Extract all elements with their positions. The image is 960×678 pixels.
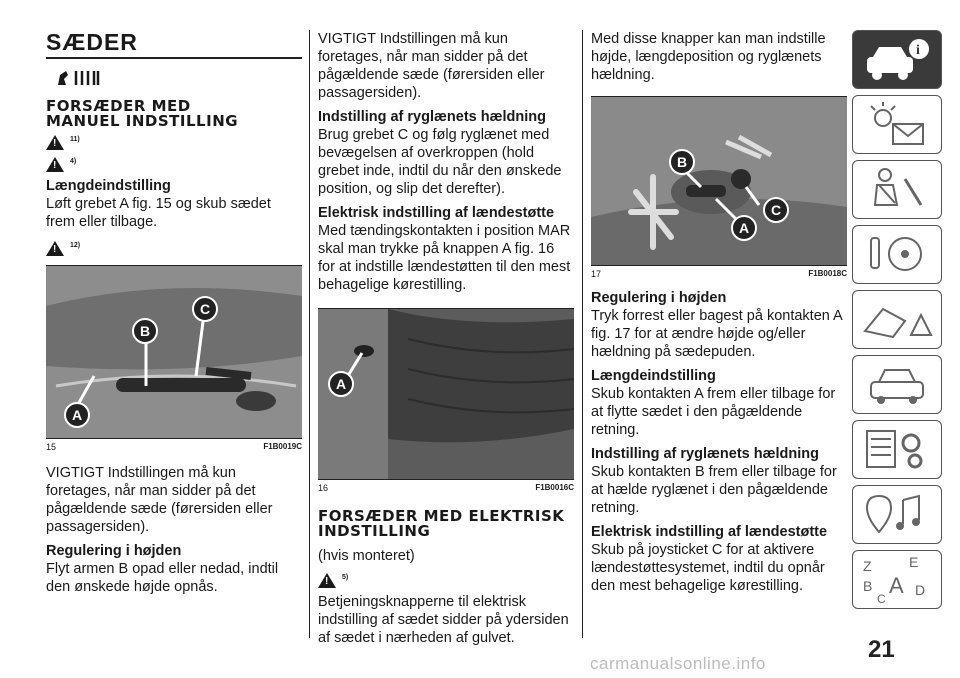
svg-text:i: i bbox=[916, 43, 920, 58]
specs-gear-icon bbox=[853, 421, 941, 478]
para-lumbar: Skub på joysticket C for at aktivere lændestøttesystemet, indtil du opnår den mest behagelige kørestilling. bbox=[591, 542, 825, 594]
heading-length: Længdeindstilling bbox=[591, 368, 716, 384]
warning-note: ! 5) bbox=[318, 571, 574, 589]
heading-lumbar: Elektrisk indstilling af lændestøtte bbox=[318, 205, 555, 221]
tab-safety[interactable] bbox=[852, 160, 942, 219]
heading-length: Længdeindstilling bbox=[46, 178, 171, 194]
warning-note-2: ! 4) bbox=[46, 155, 302, 173]
tab-emergency[interactable] bbox=[852, 290, 942, 349]
heading-backrest: Indstilling af ryglænets hældning bbox=[591, 446, 819, 462]
column-2 bbox=[318, 30, 574, 647]
tab-car-info[interactable] bbox=[852, 30, 942, 89]
tab-index[interactable] bbox=[852, 550, 942, 609]
para-buttons: Betjeningsknapperne til elektrisk indstilling af sædet sidder på ydersiden af sædet i nærheden af gulvet. bbox=[318, 594, 569, 646]
figure-15 bbox=[46, 265, 302, 439]
tab-starting-driving[interactable] bbox=[852, 225, 942, 284]
figure-caption: 17 F1B0018C bbox=[591, 269, 847, 279]
subsection-title: FORSÆDER MED MANUEL INDSTILLING bbox=[46, 97, 239, 130]
callout-c: C bbox=[192, 296, 218, 322]
svg-text:A: A bbox=[889, 573, 904, 598]
warning-icon bbox=[46, 241, 64, 256]
para-lumbar: Med tændingskontakten i position MAR skal man trykke på knappen A fig. 16 for at indstille lændestøtten til den mest behagelige kørestilling. bbox=[318, 223, 571, 293]
electric-controls-photo bbox=[591, 97, 847, 265]
svg-text:B: B bbox=[863, 578, 873, 594]
heading-height: Regulering i højden bbox=[591, 290, 727, 306]
para-important: VIGTIGT Indstillingen må kun foretages, når man sidder på det pågældende sæde (førersiden eller passagersiden). bbox=[46, 465, 273, 535]
column-divider bbox=[309, 30, 310, 638]
warning-icon bbox=[318, 573, 336, 588]
callout-b: B bbox=[132, 318, 158, 344]
column-divider bbox=[582, 30, 583, 638]
svg-text:Z: Z bbox=[863, 558, 872, 574]
heading-height: Regulering i højden bbox=[46, 543, 182, 559]
figure-caption: 16 F1B0016C bbox=[318, 483, 574, 493]
warning-icon bbox=[46, 135, 64, 150]
callout-a: A bbox=[64, 402, 90, 428]
warning-note-3: ! 12) bbox=[46, 239, 302, 257]
callout-b: B bbox=[669, 149, 695, 175]
section-title: SÆDER bbox=[46, 29, 138, 55]
warning-note-1: ! 11) bbox=[46, 133, 302, 151]
callout-a: A bbox=[731, 215, 757, 241]
warning-lights-icon bbox=[853, 96, 941, 153]
page-number: 21 bbox=[868, 636, 895, 663]
car-service-icon bbox=[853, 356, 941, 413]
seat-icon bbox=[46, 67, 302, 93]
figure-17 bbox=[591, 96, 847, 266]
para-important: VIGTIGT Indstillingen må kun foretages, når man sidder på det pågældende sæde (førersiden eller passagersiden). bbox=[318, 31, 545, 101]
warning-icon bbox=[46, 157, 64, 172]
figure-caption: 15 F1B0019C bbox=[46, 442, 302, 452]
watermark: carmanualsonline.info bbox=[590, 654, 766, 673]
seatbelt-airbag-icon bbox=[853, 161, 941, 218]
para-backrest: Brug grebet C og følg ryglænet med bevægelsen af overkroppen (hold grebet inde, indtil du når den ønskede position, og slip det derefter). bbox=[318, 127, 562, 197]
para-backrest: Skub kontakten B frem eller tilbage for at hælde ryglænet i den pågældende retning. bbox=[591, 464, 837, 516]
para-optional: (hvis monteret) bbox=[318, 548, 415, 564]
para-height: Flyt armen B opad eller nedad, indtil den ønskede højde opnås. bbox=[46, 561, 279, 595]
subsection-title: FORSÆDER MED ELEKTRISK INDSTILLING bbox=[318, 507, 565, 540]
tab-multimedia[interactable] bbox=[852, 485, 942, 544]
svg-text:C: C bbox=[877, 592, 886, 606]
para-length: Skub kontakten A frem eller tilbage for at flytte sædet i den pågældende retning. bbox=[591, 386, 836, 438]
column-1 bbox=[46, 30, 302, 596]
svg-text:E: E bbox=[909, 554, 919, 570]
tab-technical-data[interactable] bbox=[852, 420, 942, 479]
index-az-icon bbox=[853, 551, 941, 608]
para-height: Tryk forrest eller bagest på kontakten A fig. 17 for at ændre højde og/eller hældning på sædepuden. bbox=[591, 308, 842, 360]
heading-backrest: Indstilling af ryglænets hældning bbox=[318, 109, 546, 125]
para-intro: Med disse knapper kan man indstille højde, længdeposition og ryglænets hældning. bbox=[591, 31, 826, 83]
car-info-icon bbox=[853, 31, 941, 88]
heading-lumbar: Elektrisk indstilling af lændestøtte bbox=[591, 524, 828, 540]
lumbar-button-photo bbox=[318, 309, 574, 479]
media-nav-icon bbox=[853, 486, 941, 543]
para-length: Løft grebet A fig. 15 og skub sædet frem eller tilbage. bbox=[46, 196, 271, 230]
column-3 bbox=[591, 30, 847, 595]
figure-16 bbox=[318, 308, 574, 480]
callout-c: C bbox=[763, 197, 789, 223]
chapter-sidebar bbox=[852, 30, 942, 615]
key-steering-icon bbox=[853, 226, 941, 283]
tab-warning-lights[interactable] bbox=[852, 95, 942, 154]
section-rule bbox=[46, 57, 302, 59]
svg-text:D: D bbox=[915, 582, 926, 598]
crash-triangle-icon bbox=[853, 291, 941, 348]
callout-a: A bbox=[328, 371, 354, 397]
tab-maintenance[interactable] bbox=[852, 355, 942, 414]
